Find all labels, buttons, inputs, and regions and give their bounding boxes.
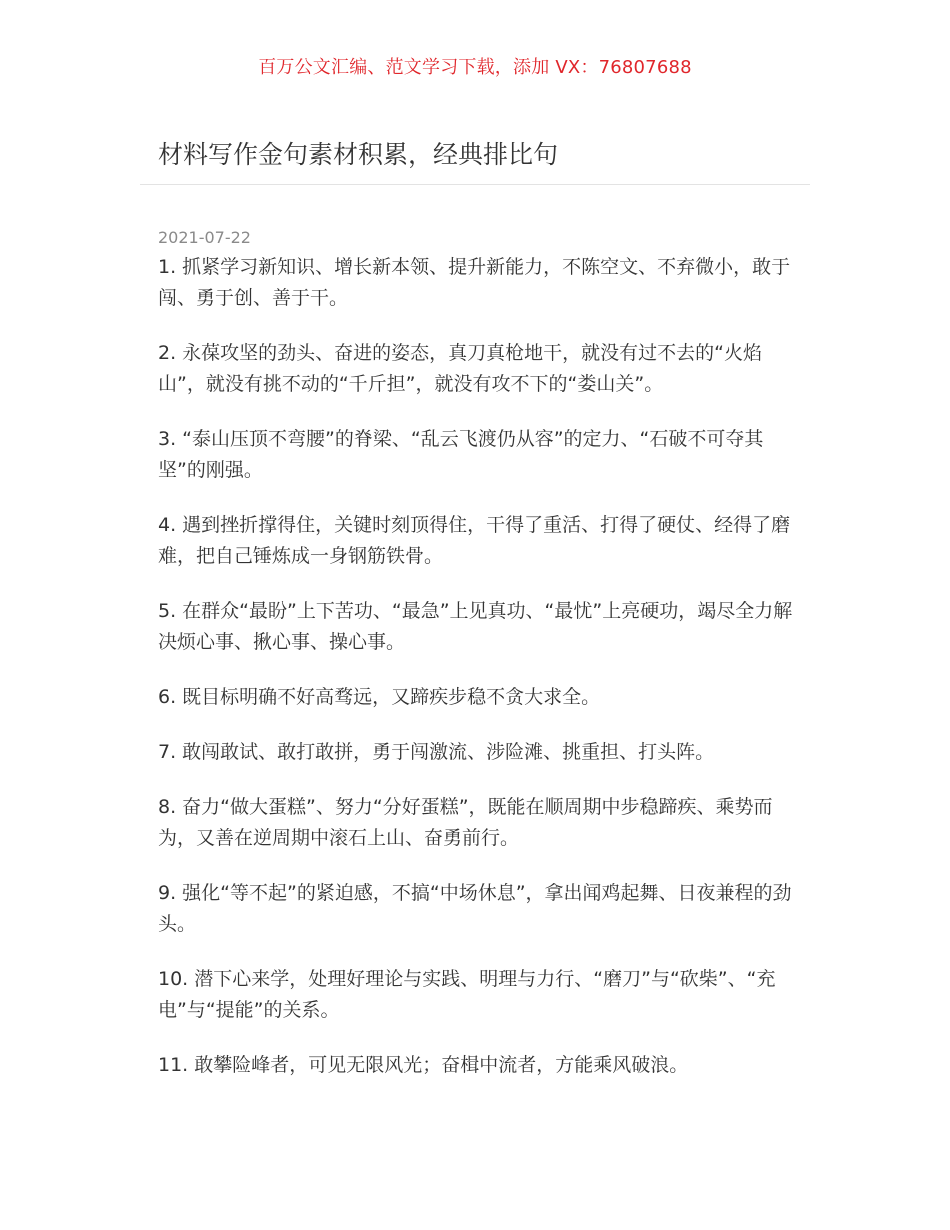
paragraph-7: 7. 敢闯敢试、敢打敢拼，勇于闯激流、涉险滩、挑重担、打头阵。	[158, 741, 715, 763]
paragraph-11: 11. 敢攀险峰者，可见无限风光；奋楫中流者，方能乘风破浪。	[158, 1054, 689, 1076]
paragraph-10: 10. 潜下心来学，处理好理论与实践、明理与力行、“磨刀”与“砍柴”、“充电”与“提能”的关系。	[158, 968, 776, 1021]
publish-date: 2021-07-22	[158, 228, 251, 247]
paragraph-9: 9. 强化“等不起”的紧迫感，不搞“中场休息”，拿出闻鸡起舞、日夜兼程的劲头。	[158, 882, 792, 935]
paragraph-6: 6. 既目标明确不好高骛远，又蹄疾步稳不贪大求全。	[158, 686, 601, 708]
article-body	[158, 252, 794, 1105]
paragraph-2: 2. 永葆攻坚的劲头、奋进的姿态，真刀真枪地干，就没有过不去的“火焰山”，就没有挑不动的“千斤担”，就没有攻不下的“娄山关”。	[158, 342, 763, 395]
article-title: 材料写作金句素材积累，经典排比句	[158, 140, 559, 169]
paragraph-5: 5. 在群众“最盼”上下苦功、“最急”上见真功、“最忧”上亮硬功，竭尽全力解决烦心事、揪心事、操心事。	[158, 600, 793, 653]
paragraph-1: 1. 抓紧学习新知识、增长新本领、提升新能力，不陈空文、不弃微小，敢于闯、勇于创、善于干。	[158, 256, 791, 309]
paragraph-3: 3. “泰山压顶不弯腰”的脊梁、“乱云飞渡仍从容”的定力、“石破不可夺其坚”的刚强。	[158, 428, 764, 481]
title-divider	[140, 184, 810, 185]
paragraph-8: 8. 奋力“做大蛋糕”、努力“分好蛋糕”，既能在顺周期中步稳蹄疾、乘势而为，又善在逆周期中滚石上山、奋勇前行。	[158, 796, 773, 849]
promo-banner: 百万公文汇编、范文学习下载，添加 VX：76807688	[258, 57, 692, 78]
paragraph-4: 4. 遇到挫折撑得住，关键时刻顶得住，干得了重活、打得了硬仗、经得了磨难，把自己锤炼成一身钢筋铁骨。	[158, 514, 791, 567]
